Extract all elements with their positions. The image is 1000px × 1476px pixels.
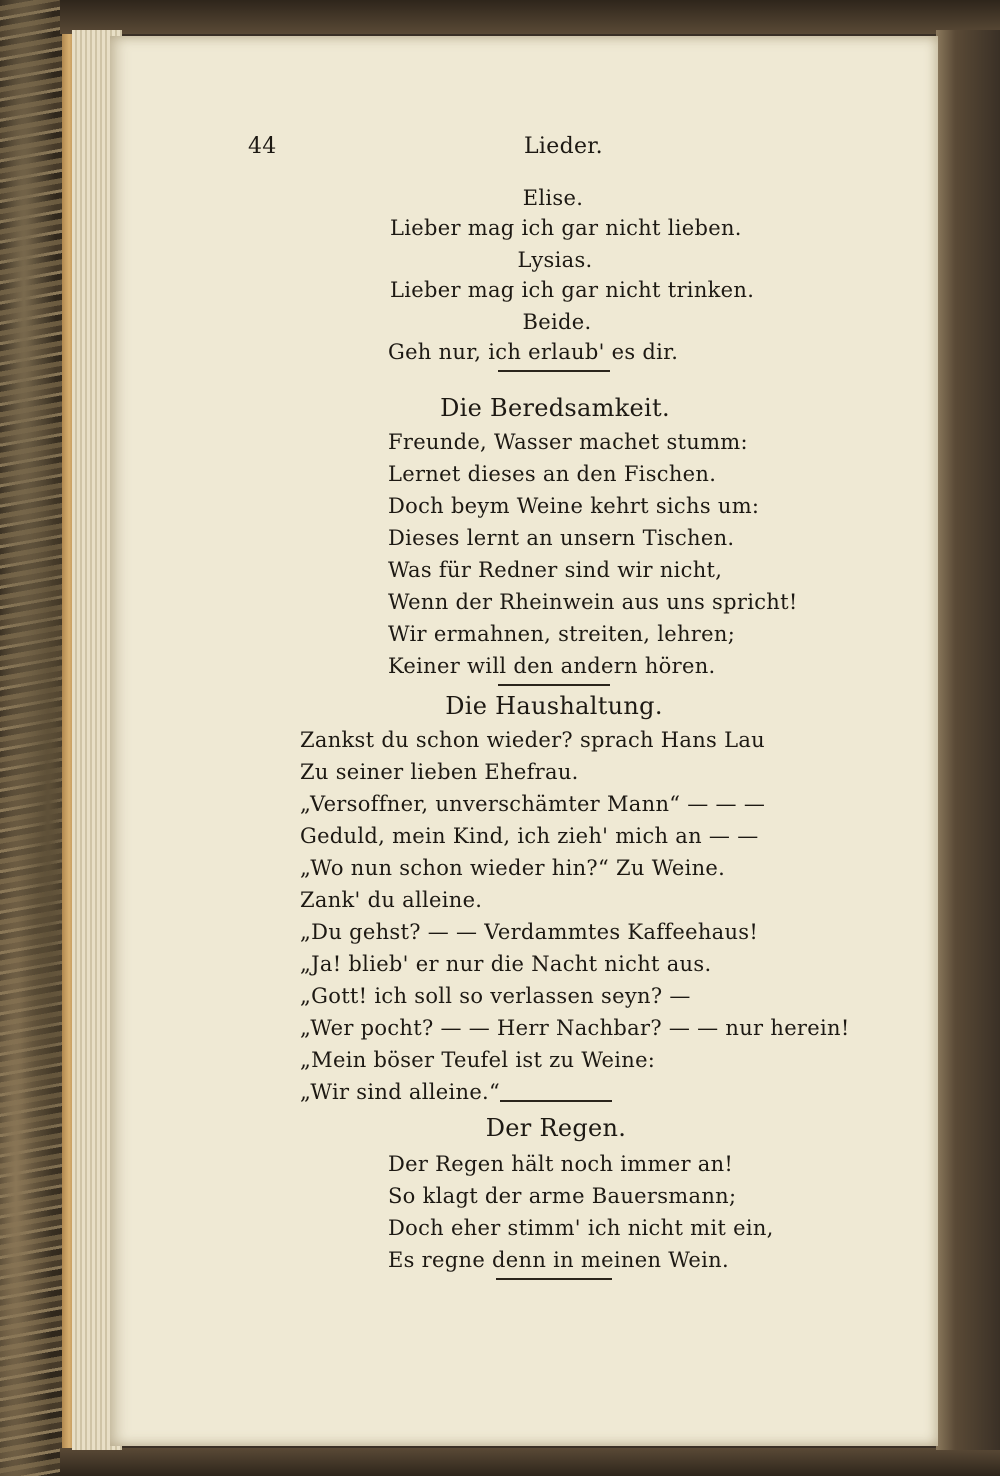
verse-line: Zankst du schon wieder? sprach Hans Lau bbox=[300, 728, 766, 752]
verse-line: „Wir sind alleine.“ bbox=[300, 1080, 501, 1104]
verse-line: Wir ermahnen, streiten, lehren; bbox=[388, 622, 736, 646]
section-rule bbox=[498, 370, 610, 372]
speaker-elise: Elise. bbox=[522, 186, 584, 210]
verse-line: Was für Redner sind wir nicht, bbox=[388, 558, 723, 582]
book-bottom-edge bbox=[60, 1448, 1000, 1476]
verse-line: Geduld, mein Kind, ich zieh' mich an — — bbox=[300, 824, 759, 848]
verse-line: „Gott! ich soll so verlassen seyn? — bbox=[300, 984, 691, 1008]
section-rule bbox=[498, 684, 610, 686]
section-rule bbox=[496, 1278, 612, 1280]
verse-line: „Versoffner, unverschämter Mann“ — — — bbox=[300, 792, 766, 816]
poem-title: Der Regen. bbox=[485, 1114, 627, 1142]
running-head: Lieder. bbox=[524, 134, 603, 159]
verse-line: Doch eher stimm' ich nicht mit ein, bbox=[388, 1216, 774, 1240]
book-right-edge bbox=[936, 30, 1000, 1450]
verse-line: Lernet dieses an den Fischen. bbox=[388, 462, 717, 486]
verse-line: „Wer pocht? — — Herr Nachbar? — — nur herein! bbox=[300, 1016, 850, 1040]
book-top-edge bbox=[60, 0, 1000, 34]
section-rule bbox=[500, 1100, 612, 1102]
verse-line: „Du gehst? — — Verdammtes Kaffeehaus! bbox=[300, 920, 759, 944]
verse-line: Geh nur, ich erlaub' es dir. bbox=[388, 340, 679, 364]
verse-line: Lieber mag ich gar nicht trinken. bbox=[390, 278, 755, 302]
verse-line: Wenn der Rheinwein aus uns spricht! bbox=[388, 590, 798, 614]
speaker-lysias: Lysias. bbox=[517, 248, 593, 272]
verse-line: Doch beym Weine kehrt sichs um: bbox=[388, 494, 760, 518]
verse-line: So klagt der arme Bauersmann; bbox=[388, 1184, 737, 1208]
verse-line: Zu seiner lieben Ehefrau. bbox=[300, 760, 579, 784]
verse-line: Freunde, Wasser machet stumm: bbox=[388, 430, 748, 454]
verse-line: Dieses lernt an unsern Tischen. bbox=[388, 526, 735, 550]
page-number: 44 bbox=[248, 134, 277, 159]
poem-title: Die Haushaltung. bbox=[445, 692, 663, 720]
poem-title: Die Beredsamkeit. bbox=[440, 394, 670, 422]
verse-line: „Mein böser Teufel ist zu Weine: bbox=[300, 1048, 656, 1072]
speaker-beide: Beide. bbox=[522, 310, 592, 334]
verse-line: Der Regen hält noch immer an! bbox=[388, 1152, 734, 1176]
verse-line: Lieber mag ich gar nicht lieben. bbox=[390, 216, 742, 240]
verse-line: „Ja! blieb' er nur die Nacht nicht aus. bbox=[300, 952, 712, 976]
verse-line: Zank' du alleine. bbox=[300, 888, 483, 912]
verse-line: Es regne denn in meinen Wein. bbox=[388, 1248, 729, 1272]
verse-line: Keiner will den andern hören. bbox=[388, 654, 716, 678]
verse-line: „Wo nun schon wieder hin?“ Zu Weine. bbox=[300, 856, 726, 880]
